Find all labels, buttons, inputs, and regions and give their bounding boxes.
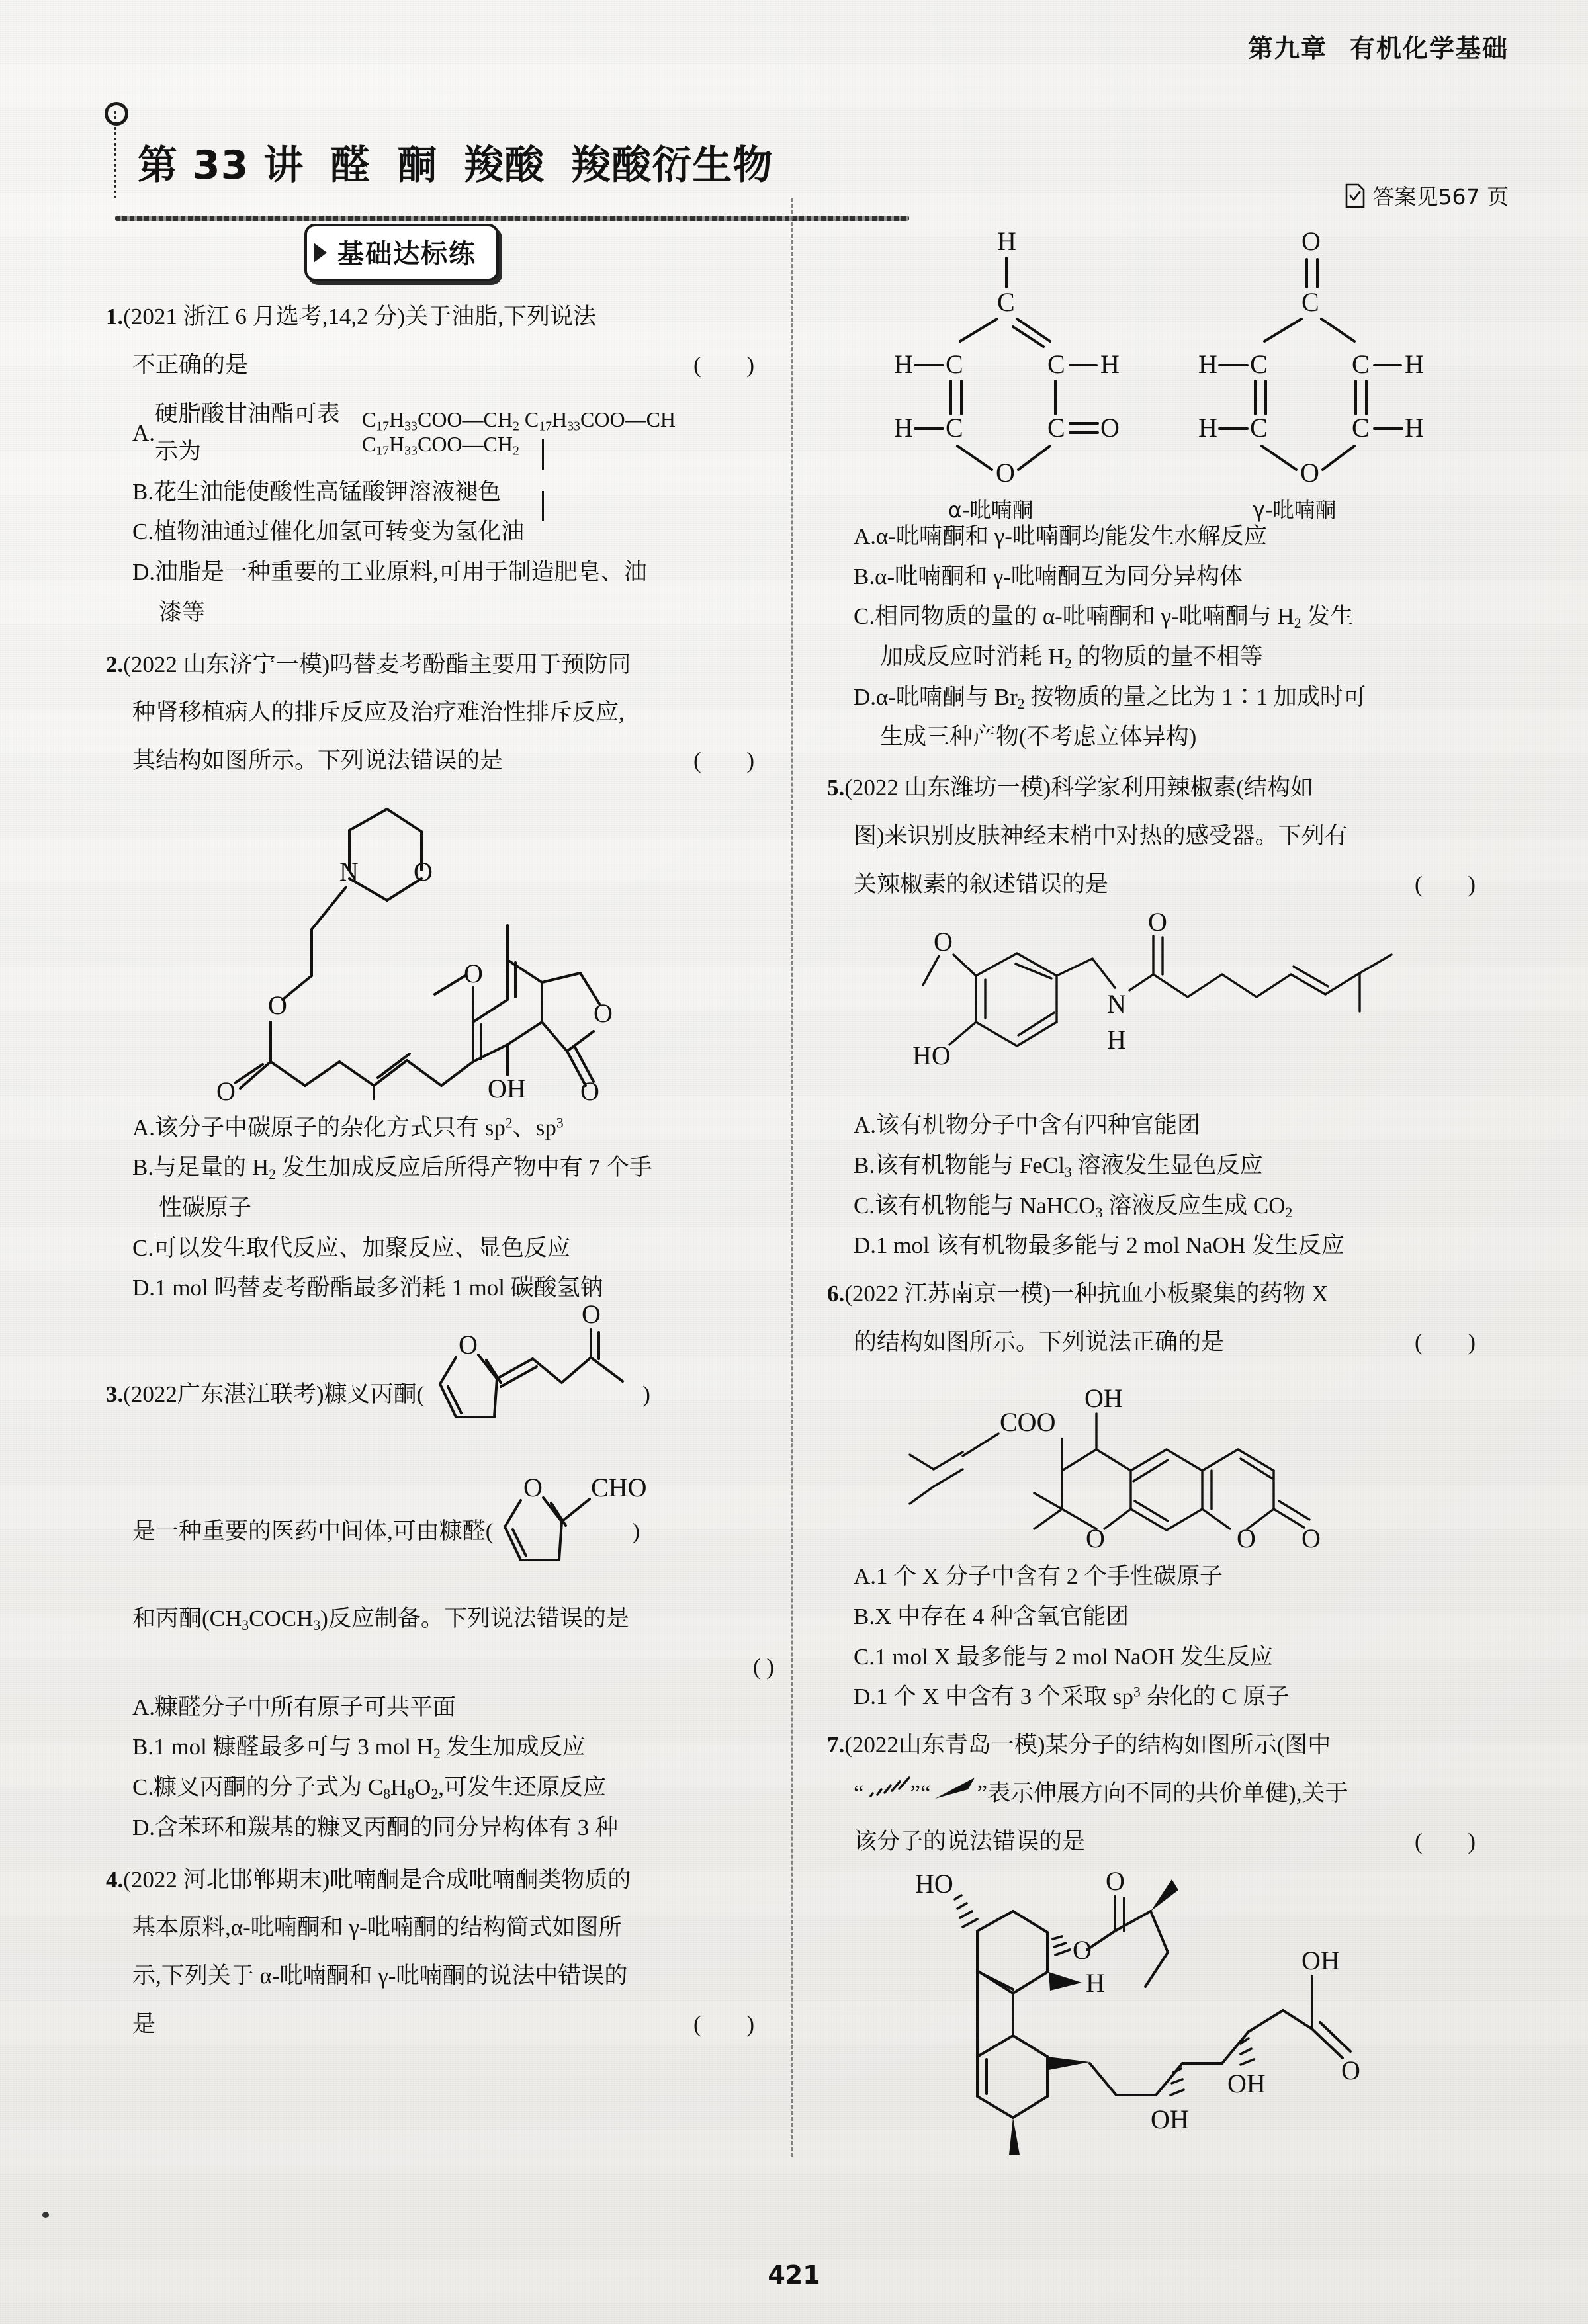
question-4-answer-bracket: ( ) [693, 2010, 774, 2037]
svg-text:C: C [1250, 349, 1268, 379]
question-6-option-a-label: A. [854, 1563, 877, 1590]
question-5-stem-line3: 关辣椒素的叙述错误的是 [854, 871, 1109, 897]
question-2-option-d-text: 1 mol 吗替麦考酚酯最多消耗 1 mol 碳酸氢钠 [155, 1275, 603, 1301]
svg-text:N: N [339, 856, 359, 886]
question-5-option-a-label: A. [854, 1112, 877, 1139]
title-rail [114, 111, 116, 198]
question-6-option-a [827, 1558, 1495, 1596]
page-number: 421 [768, 2260, 820, 2290]
question-6-option-a-text: 1 个 X 分子中含有 2 个手性碳原子 [876, 1563, 1223, 1590]
svg-text:OH: OH [1084, 1383, 1123, 1414]
question-4-option-c: C.相同物质的量的 α-吡喃酮和 γ-吡喃酮与 $H_2$ 发生 [854, 603, 1354, 632]
question-7-answer-bracket: ( ) [1414, 1829, 1495, 1855]
question-6-stem-line1 [827, 1275, 1495, 1313]
question-7-source: (2022山东青岛一模) [844, 1732, 1045, 1758]
question-5-stem-line3-row [827, 866, 1495, 904]
svg-text:O: O [523, 1472, 543, 1502]
lecture-topic-4: 羧酸衍生物 [571, 142, 773, 189]
question-4-option-d-cont: 生成三种产物(不考虑立体异构) [880, 724, 1197, 750]
question-1-option-c-text: 植物油通过催化加氢可转变为氢化油 [154, 519, 525, 545]
svg-text:O: O [1341, 2055, 1360, 2086]
question-4-option-b [827, 558, 1495, 596]
question-7-stem-line2 [827, 1775, 1495, 1813]
svg-text:H: H [1405, 349, 1424, 379]
svg-text:O: O [1237, 1524, 1256, 1554]
question-3-option-a [106, 1689, 774, 1727]
question-2-stem-line3-row [106, 742, 774, 780]
svg-text:α-吡喃酮: α-吡喃酮 [948, 497, 1034, 523]
question-5-option-d [827, 1227, 1495, 1265]
question-7-stem-text2: ”表示伸展方向不同的共价单健),关于 [977, 1780, 1348, 1807]
column-divider [791, 198, 793, 2157]
svg-text:H: H [1198, 349, 1217, 379]
question-5-option-d-label: D. [854, 1232, 877, 1259]
question-7-stem-line3-row [827, 1823, 1495, 1861]
svg-text:O: O [934, 927, 953, 957]
question-3-option-d-text: 含苯环和羰基的糠叉丙酮的同分异构体有 3 种 [155, 1814, 619, 1840]
question-2-stem-line2: 种肾移植病人的排斥反应及治疗难治性排斥反应, [132, 699, 625, 726]
question-2-number: 2. [106, 651, 124, 677]
question-3-label-furfural: 是一种重要的医药中间体,可由糠醛( [132, 1518, 494, 1545]
question-4-option-b-text: α-吡喃酮和 γ-吡喃酮互为同分异构体 [875, 563, 1243, 589]
question-4-stem-text1: 吡喃酮是合成吡喃酮类物质的 [330, 1866, 631, 1893]
question-4 [106, 1862, 774, 2044]
svg-text:C: C [1250, 413, 1268, 443]
question-1-option-d-cont: 漆等 [159, 599, 206, 625]
svg-text:C: C [1047, 349, 1065, 379]
drug-x-svg [910, 1370, 1413, 1554]
question-4-option-a-text: α-吡喃酮和 γ-吡喃酮均能发生水解反应 [876, 523, 1267, 549]
question-1-option-b-label: B. [132, 478, 154, 505]
svg-text:O: O [594, 998, 613, 1028]
question-3 [106, 1299, 774, 1847]
svg-text:O: O [414, 856, 433, 886]
question-1-answer-bracket: ( ) [693, 351, 774, 378]
question-7-stem-text1: 某分子的结构如图所示(图中 [1045, 1732, 1331, 1758]
question-2-stem-line1: 吗替麦考酚酯主要用于预防同 [330, 651, 631, 677]
svg-text:OH: OH [1301, 1946, 1340, 1976]
question-4-option-c-cont: 加成反应时消耗 $H_2$ 的物质的量不相等 [880, 644, 1263, 672]
corner-dot [42, 2212, 49, 2218]
mycophenolate-mofetil-structure [106, 789, 774, 1106]
question-6-stem-line2: 的结构如图所示。下列说法正确的是 [854, 1328, 1225, 1355]
capsaicin-structure [827, 907, 1495, 1097]
svg-text:O: O [996, 458, 1015, 488]
question-2-stem [106, 646, 774, 684]
svg-text:O: O [459, 1330, 478, 1359]
svg-text:O: O [464, 958, 483, 988]
question-1-option-d-text: 油脂是一种重要的工业原料,可用于制造肥皂、油 [155, 559, 647, 585]
alpha-pyranone-figure [877, 218, 1141, 523]
question-1-stem-line2: 不正确的是 [132, 351, 249, 378]
lecture-topic-1: 醛 [330, 142, 371, 189]
svg-text:OH: OH [1227, 2069, 1266, 2099]
question-4-number: 4. [106, 1866, 124, 1893]
question-1-stem-line1: 关于油脂,下列说法 [405, 304, 596, 329]
gamma-pyranone-figure [1181, 218, 1446, 523]
question-5-option-c: C.该有机物能与 NaHCO$_3$ 溶液反应生成 $CO_2$ [854, 1192, 1293, 1221]
svg-text:C: C [946, 349, 963, 379]
lecture-topic-3: 羧酸 [464, 142, 545, 189]
hashed-wedge-icon [864, 1775, 910, 1813]
question-4-stem-line1 [106, 1862, 774, 1899]
question-1-option-a-text: 硬脂酸甘油酯可表示为 [155, 401, 341, 465]
svg-text:OH: OH [488, 1073, 526, 1103]
question-6 [827, 1275, 1495, 1716]
question-3-option-d-label: D. [132, 1814, 155, 1840]
question-6-option-c-text: 1 mol X 最多能与 2 mol NaOH 发生反应 [875, 1643, 1273, 1670]
svg-text:C: C [946, 413, 963, 443]
svg-text:O: O [268, 990, 287, 1020]
question-3-stem-line2 [106, 1470, 774, 1594]
svg-text:H: H [894, 413, 913, 443]
furfural-structure [493, 1470, 647, 1594]
svg-text:H: H [1086, 1968, 1105, 1999]
question-1-option-a [106, 396, 774, 470]
svg-text:O: O [1148, 907, 1167, 937]
question-3-number: 3. [106, 1381, 124, 1407]
question-1-number: 1. [106, 304, 124, 329]
question-6-stem-line2-row [827, 1324, 1495, 1361]
question-4-stem-line4: 是 [132, 2010, 156, 2037]
question-2-option-c-text: 可以发生取代反应、加聚反应、显色反应 [154, 1234, 571, 1261]
question-2-option-d-label: D. [132, 1275, 155, 1301]
question-5-stem-line1 [827, 769, 1495, 807]
svg-text:O: O [582, 1299, 601, 1329]
question-5-stem-line2: 图)来识别皮肤神经末梢中对热的感受器。下列有 [854, 822, 1348, 849]
svg-text:HO: HO [915, 1869, 953, 1899]
svg-text:O: O [1106, 1866, 1125, 1897]
svg-text:C: C [1352, 413, 1370, 443]
question-6-number: 6. [827, 1280, 845, 1307]
svg-text:H: H [997, 226, 1016, 256]
question-2-answer-bracket: ( ) [693, 747, 774, 773]
lovastatin-open-acid-structure [827, 1866, 1495, 2161]
alpha-pyranone-svg [877, 218, 1141, 523]
question-4-option-a-label: A. [854, 523, 877, 549]
section-badge: 基础达标练 [304, 224, 499, 281]
lovastatin-svg [883, 1866, 1439, 2161]
svg-text:O: O [1073, 1935, 1092, 1965]
question-5-stem-text1: 科学家利用辣椒素(结构如 [1051, 775, 1313, 801]
question-4-stem-line2: 基本原料,α-吡喃酮和 γ-吡喃酮的结构简式如图所 [132, 1915, 622, 1941]
question-6-option-b-text: X 中存在 4 种含氧官能团 [875, 1604, 1129, 1629]
svg-text:O: O [1301, 1524, 1321, 1554]
running-head-title: 有机化学基础 [1349, 34, 1509, 63]
svg-text:O: O [1086, 1524, 1105, 1554]
question-4-option-a [827, 518, 1495, 556]
question-2-option-a: A.该分子中碳原子的杂化方式只有 $sp^2$、$sp^3$ [132, 1114, 564, 1140]
question-3-source: (2022广东湛江联考) [123, 1381, 324, 1407]
svg-text:H: H [894, 349, 913, 379]
question-2-option-b-cont: 性碳原子 [159, 1194, 252, 1221]
svg-text:N: N [1107, 989, 1126, 1019]
question-2-option-b: B.与足量的 $H_2$ 发生加成反应后所得产物中有 7 个手 [132, 1154, 652, 1183]
question-4-option-d: D.α-吡喃酮与 $Br_2$ 按物质的量之比为 1∶1 加成时可 [854, 683, 1366, 712]
question-3-stem-line3: 和丙酮$(CH_3COCH_3)$反应制备。下列说法错误的是 [132, 1606, 629, 1634]
question-5 [827, 769, 1495, 1265]
question-3-answer-bracket: ( ) [752, 1654, 774, 1680]
question-3-paren-close-1: ) [642, 1381, 650, 1407]
question-3-label-furfurylidene: 糠叉丙酮( [324, 1381, 425, 1407]
furfurylideneacetone-structure [424, 1299, 642, 1463]
question-4-stem-line4-row [106, 2006, 774, 2044]
gamma-pyranone-svg [1181, 218, 1446, 523]
svg-text:C: C [1047, 413, 1065, 443]
svg-text:H: H [1198, 413, 1217, 443]
question-1 [106, 298, 774, 632]
question-6-source: (2022 江苏南京一模) [844, 1280, 1051, 1307]
pyranone-figures [827, 218, 1495, 523]
question-6-option-c-label: C. [854, 1643, 875, 1670]
glyceride-formula [362, 409, 774, 458]
question-3-option-c: C.糠叉丙酮的分子式为 $C_8H_8O_2$,可发生还原反应 [132, 1774, 607, 1803]
lecture-title-block [99, 99, 840, 198]
svg-text:O: O [1100, 413, 1120, 443]
svg-text:C: C [1301, 287, 1319, 317]
question-7-quote-mid: ”“ [910, 1780, 931, 1807]
glyceride-row-3: $C_{17}H_{33}COO—CH_2$ [361, 432, 519, 458]
glyceride-row-2: $C_{17}H_{33}COO—CH$ [524, 407, 676, 434]
running-head-chapter: 第九章 [1247, 34, 1327, 63]
svg-text:CHO: CHO [591, 1472, 647, 1502]
left-column [106, 198, 774, 2044]
question-4-stem-line3: 示,下列关于 α-吡喃酮和 γ-吡喃酮的说法中错误的 [132, 1962, 628, 1989]
question-6-option-c [827, 1639, 1495, 1676]
question-6-option-d: D.1 个 X 中含有 3 个采取 $sp^3$ 杂化的 C 原子 [854, 1684, 1290, 1710]
question-5-option-a-text: 该有机物分子中含有四种官能团 [876, 1112, 1201, 1139]
mycophenolate-mofetil-svg [189, 789, 691, 1106]
svg-text:O: O [216, 1076, 236, 1106]
svg-text:O: O [1301, 226, 1321, 256]
question-2-option-c-label: C. [132, 1234, 154, 1261]
question-1-source: (2021 浙江 6 月选考,14,2 分) [123, 304, 406, 329]
question-1-option-d-label: D. [132, 559, 155, 585]
question-1-option-b-text: 花生油能使酸性高锰酸钾溶液褪色 [154, 478, 502, 505]
right-column [827, 198, 1495, 2171]
question-5-number: 5. [827, 775, 845, 801]
lecture-number: 第 33 讲 [138, 142, 304, 189]
question-2-option-d [106, 1270, 774, 1307]
running-head [1248, 28, 1509, 64]
capsaicin-svg [897, 907, 1426, 1097]
lecture-title [138, 134, 773, 191]
question-6-option-b [827, 1598, 1495, 1636]
question-3-option-a-text: 糠醛分子中所有原子可共平面 [155, 1694, 457, 1720]
question-7-stem-line3: 该分子的说法错误的是 [854, 1829, 1086, 1855]
question-7 [827, 1727, 1495, 2161]
svg-text:OH: OH [1151, 2104, 1189, 2135]
question-1-stem [106, 298, 774, 336]
question-3-option-d [106, 1809, 774, 1847]
svg-text:O: O [1300, 458, 1319, 488]
question-1-stem-line2-row [106, 347, 774, 384]
question-6-stem-text1: 一种抗血小板聚集的药物 X [1051, 1280, 1329, 1307]
question-2-option-c [106, 1230, 774, 1268]
question-3-option-b: B.1 mol 糠醛最多可与 3 mol $H_2$ 发生加成反应 [132, 1734, 586, 1762]
glyceride-row-1: $C_{17}H_{33}COO—CH_2$ [361, 407, 519, 434]
question-3-option-a-label: A. [132, 1694, 155, 1720]
question-6-option-b-label: B. [854, 1604, 875, 1629]
question-5-answer-bracket: ( ) [1414, 871, 1495, 897]
question-2-source: (2022 山东济宁一模) [123, 651, 330, 677]
question-1-option-c [106, 513, 774, 551]
question-6-answer-bracket: ( ) [1414, 1328, 1495, 1355]
question-4-option-b-label: B. [854, 563, 875, 589]
question-3-stem-line1 [106, 1299, 774, 1463]
drug-x-structure [827, 1370, 1495, 1554]
title-knob-icon [105, 102, 128, 126]
question-1-option-d [106, 554, 774, 591]
lecture-topic-2: 酮 [397, 142, 438, 189]
question-5-option-a [827, 1107, 1495, 1144]
question-4-source: (2022 河北邯郸期末) [123, 1866, 330, 1893]
question-5-source: (2022 山东潍坊一模) [844, 775, 1051, 801]
svg-text:H: H [1107, 1025, 1126, 1055]
solid-wedge-icon [931, 1775, 977, 1813]
answer-reference-text: 答案见567 页 [1372, 184, 1509, 210]
svg-text:O: O [580, 1076, 599, 1106]
svg-text:C: C [1352, 349, 1370, 379]
question-1-option-a-label: A. [132, 419, 155, 446]
svg-text:H: H [1405, 413, 1424, 443]
question-1-option-b [106, 474, 774, 511]
svg-text:HO: HO [912, 1041, 951, 1071]
question-1-option-c-label: C. [132, 519, 154, 545]
svg-text:C: C [997, 287, 1015, 317]
question-5-option-b: B.该有机物能与 FeCl$_3$ 溶液发生显色反应 [854, 1152, 1263, 1180]
question-3-paren-close-2: ) [632, 1518, 640, 1545]
question-7-quote-open: “ [854, 1780, 864, 1807]
question-7-number: 7. [827, 1732, 845, 1758]
question-2 [106, 646, 774, 1308]
question-7-stem-line1 [827, 1727, 1495, 1764]
svg-text:γ-吡喃酮: γ-吡喃酮 [1253, 497, 1337, 523]
question-2-stem-line3: 其结构如图所示。下列说法错误的是 [132, 747, 504, 773]
svg-text:H: H [1100, 349, 1120, 379]
svg-text:COO: COO [1000, 1407, 1056, 1438]
question-5-option-d-text: 1 mol 该有机物最多能与 2 mol NaOH 发生反应 [876, 1232, 1345, 1259]
